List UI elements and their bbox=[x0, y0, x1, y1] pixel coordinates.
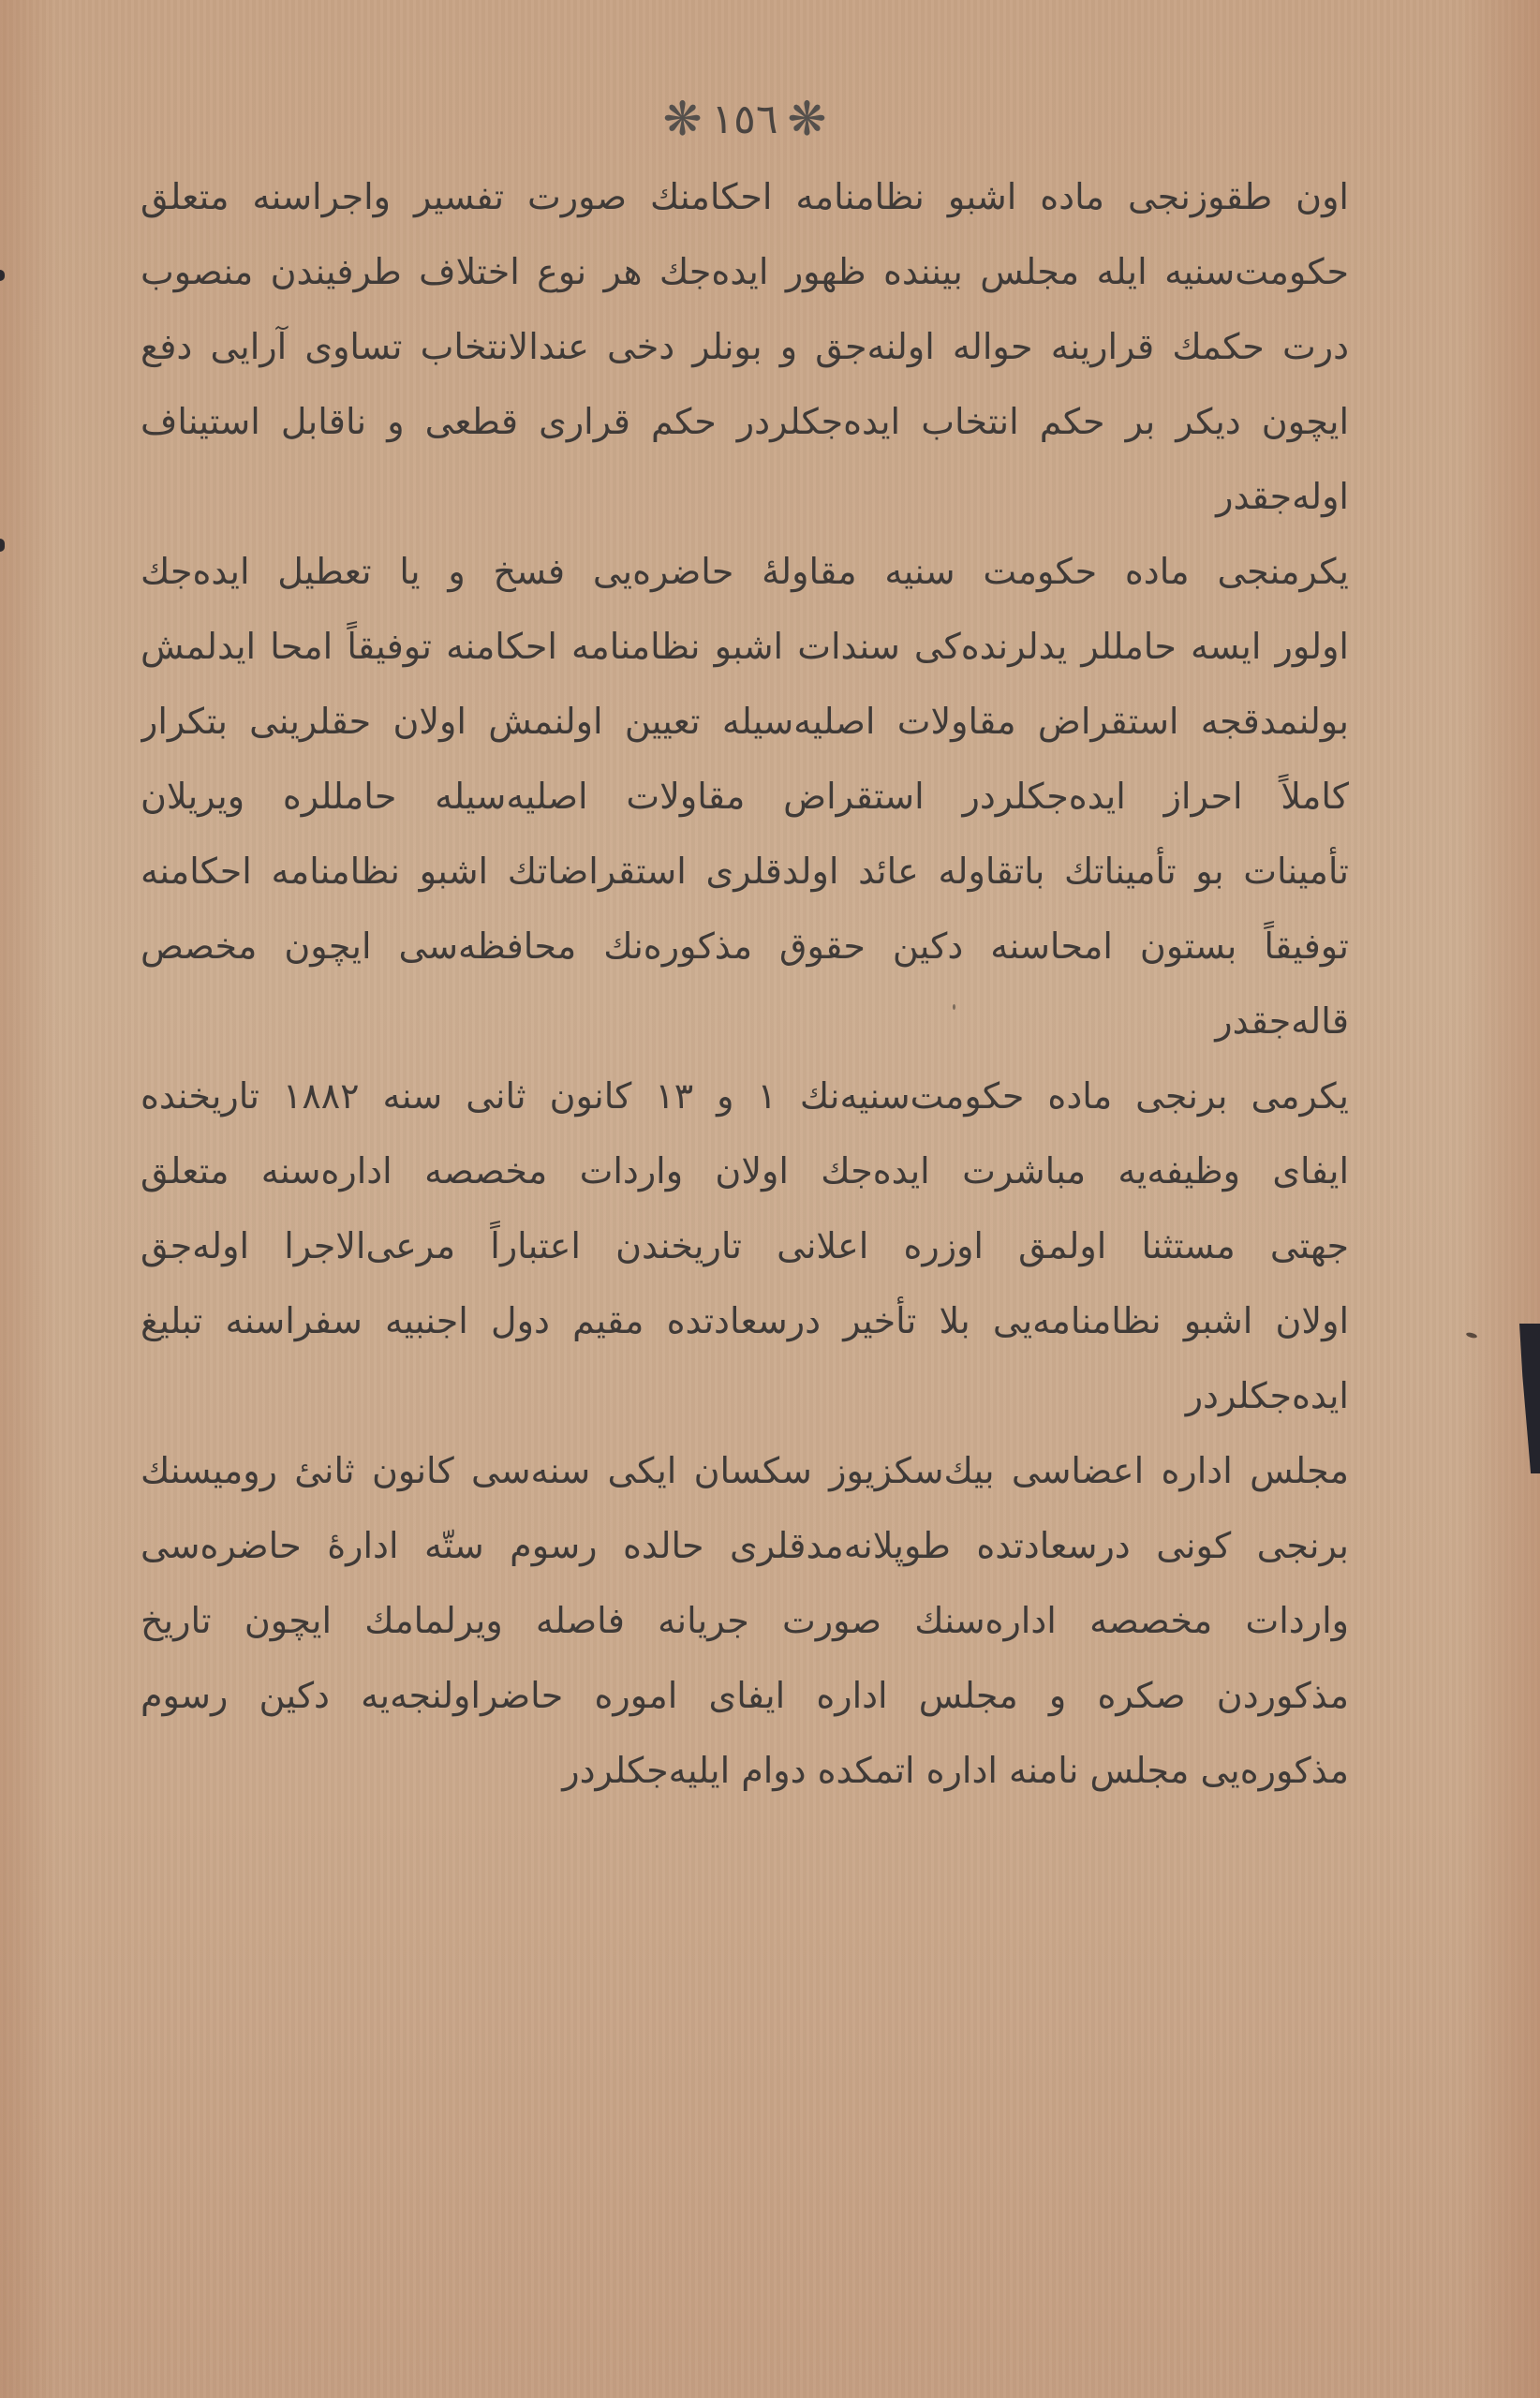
binding-hole-mark bbox=[0, 270, 5, 281]
ink-speck bbox=[953, 1004, 955, 1010]
article-20 bbox=[141, 534, 1349, 1058]
flower-ornament-icon: ❋ bbox=[787, 92, 827, 146]
page-edge-shadow bbox=[1519, 1324, 1540, 1473]
text-line: مذکوردن صکره و مجلس اداره ایفای اموره حاضراولنجه‌یه دکین رسوم bbox=[141, 1675, 1349, 1716]
text-line: مجلس اداره اعضاسی بیك‌سکزیوز سکسان ایکی سنه‌سی کانون ثانیٔ رومیسنك bbox=[141, 1450, 1349, 1491]
text-line: اولان اشبو نظامنامه‌یی بلا تأخیر درسعادتده مقیم دول اجنبیه سفراسنه تبلیغ bbox=[141, 1300, 1349, 1341]
text-line: اوله‌جقدر bbox=[1216, 476, 1349, 517]
text-line: حکومت‌سنیه ایله مجلس بیننده ظهور ایده‌جك هر نوع اختلاف طرفیندن منصوب bbox=[141, 251, 1349, 292]
text-line: بولنمدقجه استقراض مقاولات اصلیه‌سیله تعیین اولنمش اولان حقلرینی بتکرار bbox=[141, 701, 1349, 742]
text-line: مذکوره‌یی مجلس نامنه اداره اتمکده دوام ایلیه‌جکلردر bbox=[562, 1750, 1349, 1791]
page-number: ١٥٦ bbox=[711, 95, 778, 143]
text-line: ایده‌جکلردر bbox=[1185, 1375, 1349, 1416]
text-line: واردات مخصصه اداره‌سنك صورت جریانه فاصله ویرلمامك ایچون تاریخ bbox=[141, 1600, 1349, 1641]
text-line: ایچون دیکر بر حکم انتخاب ایده‌جکلردر حکم قراری قطعی و ناقابل استیناف bbox=[141, 401, 1349, 442]
text-line: اولور ایسه حامللر یدلرنده‌کی سندات اشبو نظامنامه احکامنه توفیقاً امحا ایدلمش bbox=[141, 626, 1349, 667]
body-text bbox=[141, 159, 1349, 1808]
text-line: توفیقاً بستون امحاسنه دکین حقوق مذکوره‌نك محافظه‌سی ایچون مخصص bbox=[141, 925, 1349, 967]
text-line: یکرمنجی ماده حکومت سنیه مقاوله‌ٔ حاضره‌یی فسخ و یا تعطیل ایده‌جك bbox=[141, 551, 1349, 592]
text-line: جهتی مستثنا اولمق اوزره اعلانی تاریخندن اعتباراً مرعی‌الاجرا اوله‌جق bbox=[141, 1225, 1349, 1266]
text-line: کاملاً احراز ایده‌جکلردر استقراض مقاولات اصلیه‌سیله حامللره ویریلان bbox=[141, 776, 1349, 817]
article-19 bbox=[141, 159, 1349, 534]
closing-provision bbox=[141, 1433, 1349, 1808]
text-line: قاله‌جقدر bbox=[1215, 1000, 1349, 1042]
page-header bbox=[656, 86, 834, 152]
text-line: ایفای وظیفه‌یه مباشرت ایده‌جك اولان واردات مخصصه اداره‌سنه متعلق bbox=[141, 1150, 1349, 1192]
text-line: اون طقوزنجی ماده اشبو نظامنامه احکامنك صورت تفسیر واجراسنه متعلق bbox=[141, 176, 1349, 217]
text-line: یکرمی برنجی ماده حکومت‌سنیه‌نك ۱ و ۱۳ کانون ثانی سنه ۱۸۸۲ تاریخنده bbox=[141, 1075, 1349, 1117]
ink-speck bbox=[1466, 1332, 1478, 1340]
text-line: برنجی کونی درسعادتده طوپلانه‌مدقلری حالده رسوم ستّه ادارهٔ حاضره‌سی bbox=[141, 1525, 1349, 1566]
binding-hole-mark bbox=[0, 539, 5, 552]
article-21 bbox=[141, 1058, 1349, 1433]
flower-ornament-icon: ❋ bbox=[662, 92, 703, 146]
text-line: درت حکمك قرارینه حواله اولنه‌جق و بونلر دخی عندالانتخاب تساوی آرایی دفع bbox=[141, 326, 1349, 367]
text-line: تأمینات بو تأمیناتك باتقاوله عائد اولدقلری استقراضاتك اشبو نظامنامه احکامنه bbox=[141, 851, 1349, 892]
